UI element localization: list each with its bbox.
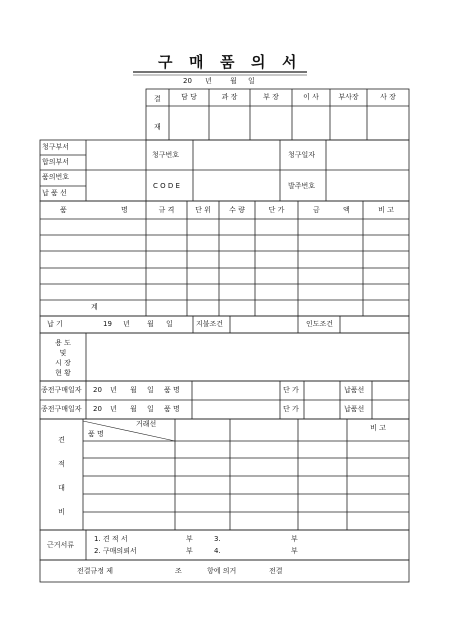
header-spec: 규 격 bbox=[158, 206, 175, 214]
label-delivery-date: 납 기 bbox=[47, 320, 63, 328]
quote-side-char: 적 bbox=[58, 460, 65, 468]
form-title-char: 품 bbox=[220, 53, 235, 71]
doc-four: 4. bbox=[214, 547, 221, 555]
prev-month-unit: 월 bbox=[130, 386, 137, 394]
label-request-date: 청구일자 bbox=[288, 151, 316, 159]
usage-label-line: 시 장 bbox=[55, 359, 71, 367]
label-request-number: 품의번호 bbox=[42, 173, 70, 181]
label-agreeing-dept: 합의부서 bbox=[42, 158, 70, 166]
label-supporting-docs: 근거서류 bbox=[47, 541, 75, 549]
label-payment-terms: 지불조건 bbox=[196, 320, 224, 328]
label-prev-supplier: 납품선 bbox=[344, 386, 365, 394]
footer-rule-according: 항에 의거 bbox=[207, 567, 237, 575]
footer-rule-delegated: 전결 bbox=[269, 567, 283, 575]
label-requesting-dept: 청구부서 bbox=[42, 143, 70, 151]
usage-label-line: 현 황 bbox=[55, 369, 71, 377]
label-prev-supplier: 납품선 bbox=[344, 405, 365, 413]
approval-col-director: 이 사 bbox=[303, 93, 319, 101]
header-item-name-1: 품 bbox=[60, 206, 67, 214]
label-order-number: 발주번호 bbox=[288, 182, 316, 190]
quote-side-char: 비 bbox=[58, 508, 65, 516]
doc-purchase-request: 2. 구매의뢰서 bbox=[94, 547, 137, 555]
date-month-unit: 월 bbox=[230, 77, 237, 85]
date-day-unit: 일 bbox=[248, 77, 255, 85]
label-quote-remark: 비 고 bbox=[370, 424, 386, 432]
approval-col-vice-president: 부사장 bbox=[338, 93, 359, 101]
approval-col-staff: 담 당 bbox=[181, 93, 197, 101]
header-amount-1: 금 bbox=[313, 206, 320, 214]
doc-three: 3. bbox=[214, 535, 221, 543]
date-year: 20 bbox=[183, 77, 192, 85]
approval-label-bottom: 재 bbox=[154, 123, 161, 131]
label-prev-item: 품 명 bbox=[164, 405, 180, 413]
approval-col-section-chief: 과 장 bbox=[221, 93, 238, 101]
label-vendor: 거래선 bbox=[136, 420, 157, 428]
header-amount-2: 액 bbox=[343, 206, 350, 214]
prev-year-unit: 년 bbox=[110, 405, 117, 413]
prev-year: 20 bbox=[93, 405, 102, 413]
approval-label-top: 결 bbox=[154, 95, 161, 103]
form-title-char: 구 bbox=[158, 53, 173, 71]
delivery-year: 19 bbox=[103, 320, 112, 328]
form-title-char: 의 bbox=[251, 53, 266, 71]
form-title-char: 서 bbox=[282, 53, 297, 71]
prev-day-unit: 일 bbox=[147, 405, 154, 413]
doc-four-unit: 부 bbox=[291, 547, 298, 555]
label-supplier: 납 품 선 bbox=[42, 189, 67, 197]
label-quote-item: 품 명 bbox=[88, 430, 104, 438]
header-quantity: 수 량 bbox=[229, 206, 245, 214]
label-code: C O D E bbox=[153, 182, 180, 190]
delivery-day-unit: 일 bbox=[166, 320, 173, 328]
usage-label-line: 및 bbox=[59, 349, 67, 357]
label-prev-purchase-date: 종전구매일자 bbox=[41, 386, 82, 394]
delivery-month-unit: 월 bbox=[147, 320, 154, 328]
doc-three-unit: 부 bbox=[291, 535, 298, 543]
prev-year-unit: 년 bbox=[110, 386, 117, 394]
label-prev-price: 단 가 bbox=[283, 386, 299, 394]
quote-side-char: 대 bbox=[58, 484, 65, 492]
prev-month-unit: 월 bbox=[130, 405, 137, 413]
header-unit-price: 단 가 bbox=[268, 206, 285, 214]
total-label: 계 bbox=[91, 303, 98, 311]
doc-estimate-unit: 부 bbox=[186, 535, 193, 543]
doc-estimate: 1. 견 적 서 bbox=[94, 535, 128, 543]
prev-year: 20 bbox=[93, 386, 102, 394]
footer-rule-clause: 조 bbox=[175, 567, 182, 575]
footer-rule-article: 전결규정 제 bbox=[77, 567, 114, 575]
doc-purchase-request-unit: 부 bbox=[186, 547, 193, 555]
quote-side-char: 견 bbox=[58, 436, 65, 444]
date-year-unit: 년 bbox=[205, 77, 212, 85]
approval-col-president: 사 장 bbox=[380, 93, 396, 101]
label-prev-purchase-date: 종전구매일자 bbox=[41, 405, 82, 413]
header-unit: 단 위 bbox=[195, 206, 211, 214]
label-prev-price: 단 가 bbox=[283, 405, 299, 413]
label-prev-item: 품 명 bbox=[164, 386, 180, 394]
form-title-char: 매 bbox=[189, 53, 204, 71]
label-claim-number: 청구번호 bbox=[152, 151, 180, 159]
label-delivery-terms: 인도조건 bbox=[306, 320, 334, 328]
header-item-name-2: 명 bbox=[121, 206, 128, 214]
prev-day-unit: 일 bbox=[147, 386, 154, 394]
usage-label-line: 용 도 bbox=[55, 339, 71, 347]
delivery-year-unit: 년 bbox=[123, 320, 130, 328]
header-remarks: 비 고 bbox=[378, 206, 394, 214]
approval-col-dept-head: 부 장 bbox=[263, 93, 279, 101]
